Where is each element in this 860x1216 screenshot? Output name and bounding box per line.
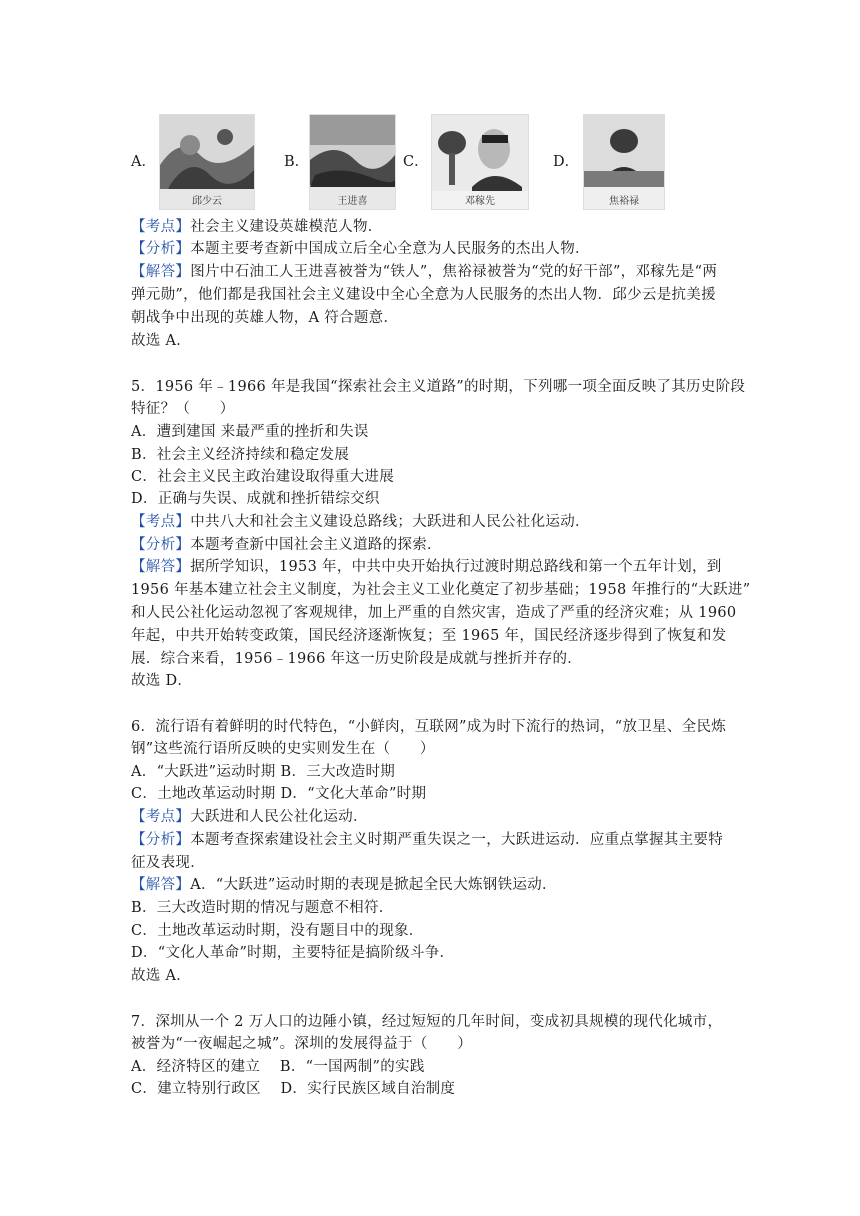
q4-image-options — [131, 114, 731, 210]
q5-stem-2: 特征？（ ） — [131, 401, 235, 417]
q5-option-b: B．社会主义经济持续和稳定发展 — [131, 447, 350, 463]
option-d-caption: 焦裕禄 — [609, 196, 639, 207]
q6-options-cd: C．土地改革运动时期 D．“文化大革命”时期 — [131, 786, 427, 802]
fenxi-tag: 【分析】 — [131, 537, 191, 553]
kaodian-text: 大跃进和人民公社化运动． — [190, 809, 368, 825]
option-c-letter: C． — [403, 154, 429, 170]
q7-options-ab: A．经济特区的建立 B．“一国两制”的实践 — [131, 1059, 425, 1075]
q6-kaodian — [131, 806, 368, 828]
q4-jieda-1 — [131, 261, 717, 283]
q5-option-c: C．社会主义民主政治建设取得重大进展 — [131, 469, 394, 485]
option-a-letter: A． — [131, 154, 156, 170]
q6-options-ab: A．“大跃进”运动时期 B．三大改造时期 — [131, 764, 396, 780]
option-a-photo — [159, 114, 255, 210]
q5-jieda-4: 年起，中共开始转变政策，国民经济逐渐恢复；至 1965 年，国民经济逐步得到了恢复和发 — [131, 628, 727, 644]
q6-jieda-3: C．土地改革运动时期，没有题目中的现象． — [131, 923, 424, 939]
q5-stem-1: 5．1956 年﹣1966 年是我国“探索社会主义道路”的时期，下列哪一项全面反映了其历史阶段 — [131, 379, 746, 395]
kaodian-tag: 【考点】 — [131, 514, 191, 530]
q6-stem-1: 6．流行语有着鲜明的时代特色，“小鲜肉，互联网”成为时下流行的热词，“放卫星、全民炼 — [131, 719, 727, 735]
q4-jieda-3: 朝战争中出现的英雄人物，A 符合题意． — [131, 310, 399, 326]
option-d-letter: D． — [553, 154, 580, 170]
q5-jieda-1 — [131, 556, 722, 578]
option-b-letter: B． — [284, 154, 310, 170]
q4-kaodian — [131, 216, 383, 238]
kaodian-text: 中共八大和社会主义建设总路线；大跃进和人民公社化运动． — [190, 514, 590, 530]
q6-stem-2: 钢”这些流行语所反映的史实则发生在（ ） — [131, 741, 435, 757]
fenxi-tag: 【分析】 — [131, 241, 191, 257]
jieda-tag: 【解答】 — [131, 559, 191, 575]
jieda-text: 据所学知识，1953 年，中共中央开始执行过渡时期总路线和第一个五年计划，到 — [190, 559, 722, 575]
q7-stem-2: 被誉为“一夜崛起之城”。深圳的发展得益于（ ） — [131, 1036, 473, 1052]
kaodian-tag: 【考点】 — [131, 219, 191, 235]
q5-option-a: A．遭到建国 来最严重的挫折和失误 — [131, 424, 369, 440]
jieda-text: 图片中石油工人王进喜被誉为“铁人”，焦裕禄被誉为“党的好干部”，邓稼先是“两 — [190, 264, 718, 280]
q6-jieda-1 — [131, 874, 557, 896]
q5-answer: 故选 D． — [131, 673, 193, 689]
q4-answer: 故选 A． — [131, 333, 192, 349]
q5-jieda-2: 1956 年基本建立社会主义制度，为社会主义工业化奠定了初步基础；1958 年推行的“大跃进” — [131, 582, 751, 598]
q7-options-cd: C．建立特别行政区 D．实行民族区域自治制度 — [131, 1081, 456, 1097]
q5-jieda-3: 和人民公社化运动忽视了客观规律，加上严重的自然灾害，造成了严重的经济灾难；从 1960 — [131, 605, 737, 621]
option-b-photo — [309, 114, 396, 210]
jieda-text: A．“大跃进”运动时期的表现是掀起全民大炼钢铁运动． — [190, 877, 557, 893]
option-d-photo — [583, 114, 665, 210]
q5-option-d: D．正确与失误、成就和挫折错综交织 — [131, 491, 380, 507]
jieda-tag: 【解答】 — [131, 877, 191, 893]
q6-jieda-4: D．“文化人革命”时期，主要特征是搞阶级斗争． — [131, 945, 455, 961]
q4-jieda-2: 弹元勋”，他们都是我国社会主义建设中全心全意为人民服务的杰出人物．邱少云是抗美援 — [131, 287, 716, 303]
kaodian-text: 社会主义建设英雄模范人物． — [190, 219, 383, 235]
option-c-caption: 邓稼先 — [465, 196, 495, 207]
fenxi-text: 本题考查探索建设社会主义时期严重失误之一，大跃进运动．应重点掌握其主要特 — [190, 832, 723, 848]
q6-fenxi-2: 征及表现． — [131, 855, 205, 871]
fenxi-tag: 【分析】 — [131, 832, 191, 848]
q5-jieda-5: 展．综合来看，1956﹣1966 年这一历史阶段是成就与挫折并存的． — [131, 651, 583, 667]
fenxi-text: 本题考查新中国社会主义道路的探索． — [190, 537, 442, 553]
option-a-caption: 邱少云 — [192, 196, 222, 207]
option-b-caption: 王进喜 — [337, 196, 368, 207]
option-c-photo — [431, 114, 529, 210]
jieda-tag: 【解答】 — [131, 264, 191, 280]
q7-stem-1: 7．深圳从一个 2 万人口的边陲小镇，经过短短的几年时间，变成初具规模的现代化城市， — [131, 1014, 723, 1030]
kaodian-tag: 【考点】 — [131, 809, 191, 825]
q6-answer: 故选 A． — [131, 968, 192, 984]
q6-jieda-2: B．三大改造时期的情况与题意不相符． — [131, 900, 394, 916]
q5-fenxi — [131, 534, 442, 556]
q5-kaodian — [131, 511, 590, 533]
fenxi-text: 本题主要考查新中国成立后全心全意为人民服务的杰出人物． — [190, 241, 590, 257]
q4-fenxi — [131, 238, 590, 260]
q6-fenxi-1 — [131, 829, 723, 851]
